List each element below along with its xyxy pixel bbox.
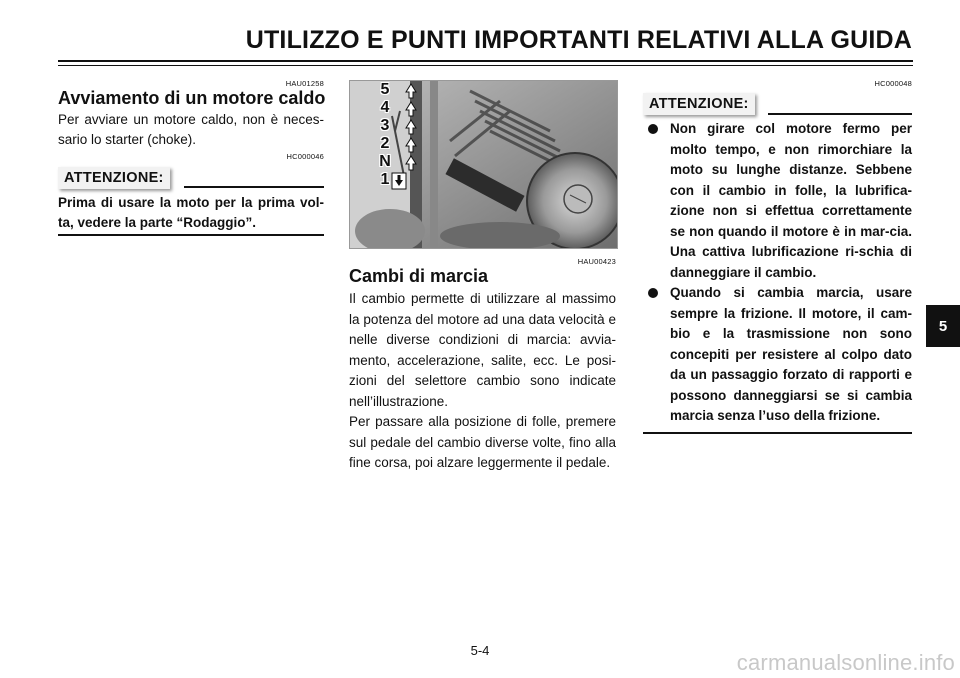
warning-bullet-list xyxy=(646,119,912,427)
watermark: carmanualsonline.info xyxy=(736,650,955,675)
section-paragraph: Per passare alla posizione di folle, premere sul pedale del cambio diverse volte, fino alla fine corsa, poi alzare leggermente il pedale. xyxy=(349,414,616,470)
warning-end-rule xyxy=(58,234,324,236)
page-title: UTILIZZO E PUNTI IMPORTANTI RELATIVI ALLA GUIDA xyxy=(245,26,912,54)
section-paragraph: Per avviare un motore caldo, non è neces-sario lo starter (choke). xyxy=(58,112,324,147)
title-rule xyxy=(58,60,913,62)
warning-text: Prima di usare la moto per la prima vol-ta, vedere la parte “Rodaggio”. xyxy=(58,195,324,230)
gear-shift-illustration xyxy=(349,80,618,249)
gear-label-1: 1 xyxy=(380,171,390,188)
gear-label-neutral: N xyxy=(379,153,391,170)
section-code: HAU00423 xyxy=(577,257,616,266)
warning-label: ATTENZIONE: xyxy=(58,167,170,189)
gear-label-3: 3 xyxy=(380,117,390,134)
bullet-icon xyxy=(648,124,658,134)
section-code: HAU01258 xyxy=(285,79,324,88)
list-item xyxy=(646,119,912,283)
warning-rule xyxy=(768,113,912,115)
title-rule-thin xyxy=(58,65,913,66)
warning-code: HC000046 xyxy=(286,152,324,161)
gear-label-4: 4 xyxy=(380,99,390,116)
warning-code: HC000048 xyxy=(874,79,912,88)
section-paragraph: Il cambio permette di utilizzare al massimo la potenza del motore ad una data velocità e nelle diverse condizioni di marcia: avvia-mento, accelerazione, salite, ecc. Le posi-zioni del selettore cambio sono indicate nell’illustrazione. xyxy=(349,291,616,409)
section-tab: 5 xyxy=(926,305,960,347)
list-item xyxy=(646,283,912,427)
bullet-text: Non girare col motore fermo per molto tempo, e non rimorchiare la moto su lunghe distanze. Sebbene con il cambio in folle, la lubrifica-zione non si effettua correttamente se non quando il motore è in mar-cia. Una cattiva lubrificazione ri-schia di danneggiare il cambio. xyxy=(670,121,912,280)
section-heading: Avviamento di un motore caldo xyxy=(58,88,326,108)
warning-label: ATTENZIONE: xyxy=(643,93,755,115)
section-heading: Cambi di marcia xyxy=(349,266,489,286)
gear-label-2: 2 xyxy=(380,135,390,152)
warning-rule xyxy=(184,186,324,188)
gear-label-5: 5 xyxy=(380,81,390,98)
warning-end-rule xyxy=(643,432,912,434)
bullet-icon xyxy=(648,288,658,298)
page-number: 5-4 xyxy=(470,643,490,658)
bullet-text: Quando si cambia marcia, usare sempre la frizione. Il motore, il cam-bio e la trasmissione non sono concepiti per resistere al colpo dato da un passaggio forzato di rapporti e possono danneggiarsi se si cambia marcia senza l’uso della frizione. xyxy=(670,285,912,423)
